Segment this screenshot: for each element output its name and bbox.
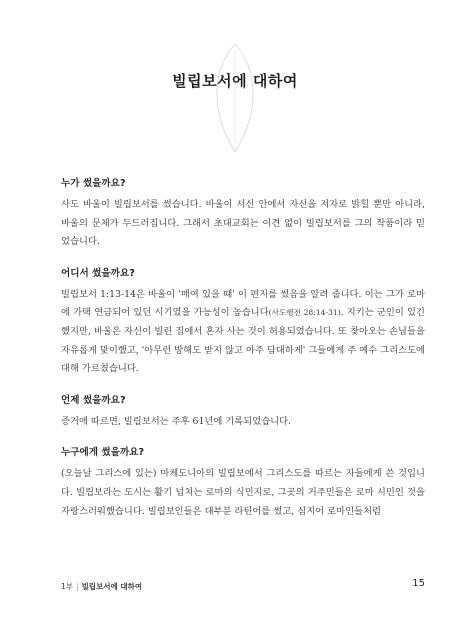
content-body xyxy=(61,176,425,535)
section-paragraph: 사도 바울이 빌립보서를 썼습니다. 바울이 서신 안에서 자신을 저자로 밝힐 뿐만 아니라, 바울의 문체가 두드러집니다. 그래서 초대교회는 이견 없이 빌립보서를 그의 작품이라 믿었습니다. xyxy=(61,199,425,248)
section-heading: 언제 썼을까요? xyxy=(61,394,126,406)
paragraph-text: . 지키는 군인이 있긴 했지만, 바울은 자신이 빌린 집에서 혼자 사는 것이 허용되었습니다. 또 찾아오는 손님들을 자유롭게 맞이했고, '아무런 방해도 받지 않고 아주 담대하게' 그들에게 주 예수 그리스도에 대해 가르쳤습니다. xyxy=(61,307,425,375)
paragraph-text: 빌립보서 1:13-14은 바울이 '매여 있을 때' 이 편지를 썼음을 알려 줍니다. 이는 그가 로마에 가택 연금되어 있던 시기였을 가능성이 높습니다 xyxy=(61,288,425,319)
running-footer xyxy=(61,581,142,592)
section-heading: 누가 썼을까요? xyxy=(61,178,126,189)
footer-chapter-title: 빌립보서에 대하여 xyxy=(81,582,143,591)
section-who xyxy=(61,176,425,252)
page-number: 15 xyxy=(412,578,425,589)
section-paragraph: 증거에 따르면, 빌립보서는 주후 61년에 기록되었습니다. xyxy=(61,415,292,427)
section-where xyxy=(61,266,425,379)
footer-separator: | xyxy=(76,582,79,591)
page-title: 빌립보서에 대하여 xyxy=(172,72,298,90)
section-when xyxy=(61,393,425,432)
footer-part-label: 1부 xyxy=(61,582,74,591)
section-heading: 어디서 썼을까요? xyxy=(61,267,135,279)
section-to-whom xyxy=(61,445,425,521)
scripture-reference: (사도행전 28:14-31) xyxy=(268,308,341,318)
section-heading: 누구에게 썼을까요? xyxy=(61,447,145,459)
section-paragraph xyxy=(61,286,425,379)
leaf-outline-icon xyxy=(205,40,265,158)
section-paragraph: (오늘날 그리스에 있는) 마케도니아의 빌립보에서 그리스도를 따르는 자들에게 쓴 것입니다. 빌립보라는 도시는 활기 넘치는 로마의 식민지로, 그곳의 거주민들은 로마 시민인 것을 자랑스러워했습니다. 빌립보인들은 대부분 라틴어를 썼고, 심지어 로마인들처럼 xyxy=(61,468,425,517)
